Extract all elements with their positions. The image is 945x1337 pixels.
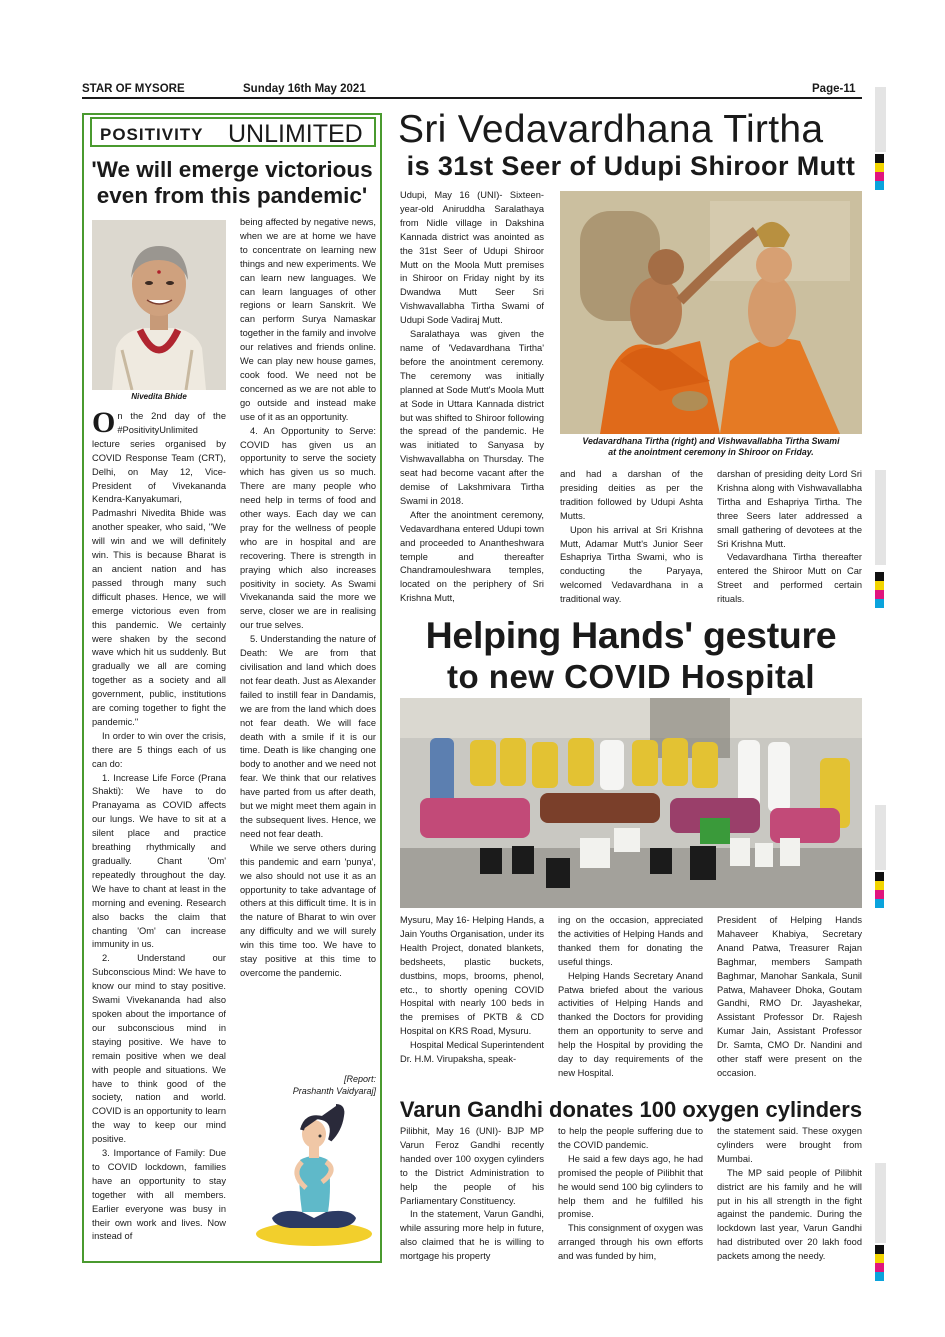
article-paragraph: In order to win over the crisis, there are 5 things each of us can do: xyxy=(92,730,226,769)
vedavardhana-headline-line2: is 31st Seer of Udupi Shiroor Mutt xyxy=(406,151,856,181)
article-paragraph: 4. An Opportunity to Serve: COVID has given us an opportunity to serve the society which has given us so much. There are many people who need help in terms of food and other ways. Each day we can pray for the wellness of people who are in hospital and are recovering. There is strength in praying which also increases positivity in society. As Swami Vivekananda said the more we serve, closer we are in realising our true selves. xyxy=(240,425,376,631)
article-paragraph: 3. Importance of Family: Due to COVID lockdown, families have an opportunity to stay together with all members. Earlier everyone was busy in their own work and lives. Now instead of xyxy=(92,1148,226,1242)
article-paragraph: the statement said. These oxygen cylinders were brought from Mumbai. xyxy=(717,1126,862,1164)
registration-swatch xyxy=(875,172,884,181)
varun-gandhi-column-1 xyxy=(400,1125,544,1270)
registration-swatch xyxy=(875,899,884,908)
article-paragraph: Hospital Medical Superintendent Dr. H.M. Virupaksha, speak- xyxy=(400,1040,544,1065)
positivity-title-bar xyxy=(90,117,376,147)
nivedita-bhide-photo xyxy=(92,220,226,390)
vedavardhana-headline-line1: Sri Vedavardhana Tirtha xyxy=(398,108,824,151)
positivity-column-1 xyxy=(92,410,226,1255)
article-paragraph: Pilibhit, May 16 (UNI)- BJP MP Varun Feroz Gandhi recently handed over 100 oxygen cylinders to the District Administration to help the people of his Parliamentary Constituency. xyxy=(400,1126,544,1206)
issue-date: Sunday 16th May 2021 xyxy=(243,83,366,95)
registration-swatch xyxy=(875,1263,884,1272)
yoga-illustration xyxy=(250,1100,376,1250)
print-registration-bar xyxy=(875,1163,886,1243)
article-paragraph: While we serve others during this pandemic and earn 'punya', we also should not use it as an opportunity to take advantage of others at this difficult time. It is in the nature of Bharat to win over any difficulty and we will surely win this time too. We have to stay positive at this time to overcome the pandemic. xyxy=(240,842,376,978)
vedavardhana-column-1 xyxy=(400,189,544,609)
vedavardhana-column-2 xyxy=(560,468,703,608)
registration-swatch xyxy=(875,581,884,590)
positivity-column-2 xyxy=(240,216,376,1071)
article-paragraph: Udupi, May 16 (UNI)- Sixteen-year-old Aniruddha Saralathaya from Nidle village in Dakshina Kannada district was anointed as the 31st Seer of Udupi Shiroor Mutt on the Moola Mutt premises in Shiroor on Friday night by its Dwandwa Mutt Seer Sri Vishwavallabha Tirtha Swami of Udupi Sode Vadiraj Mutt. xyxy=(400,190,544,326)
registration-swatch xyxy=(875,1272,884,1281)
article-paragraph: Vedavardhana Tirtha thereafter entered the Shiroor Mutt on Car Street and performed certain rituals. xyxy=(717,552,862,605)
registration-swatch xyxy=(875,1254,884,1263)
photo-caption xyxy=(560,436,862,458)
article-paragraph: He said a few days ago, he had promised the people of Pilibhit that he would send 100 big cylinders to help them and he fulfilled his promise. xyxy=(558,1153,703,1220)
unlimited-label: UNLIMITED xyxy=(228,120,363,148)
page-number: Page-11 xyxy=(812,83,856,95)
article-paragraph: ing on the occasion, appreciated the activities of Helping Hands and thanked them for donating the useful things. xyxy=(558,915,703,967)
article-paragraph: In the statement, Varun Gandhi, while assuring more help in future, also claimed that he is willing to mortgage his property xyxy=(400,1209,544,1262)
article-paragraph: n the 2nd day of the #PositivityUnlimited lecture series organised by COVID Response Team (CRT), Delhi, on May 12, Vice-President of Vivekananda Kendra-Kanyakumari, Padmashri Nivedita Bhide was another speaker, who said, "We will win and we will definitely win. This is because Bharat is an ancient nation and has passed through many such difficult phases. Hence, we will emerge victorious even from this pandemic. We certainly were shaken by the second wave which hit us suddenly. But gradually we all are coming together as a society and all government, public, institutions are coming together to fight the pandemic." xyxy=(92,411,226,727)
registration-swatch xyxy=(875,1245,884,1254)
vedavardhana-column-3 xyxy=(717,468,862,608)
article-paragraph: Saralathaya was given the name of 'Vedavardhana Tirtha' before the anointment ceremony. The ceremony was initially planned at Sode Mutt's Moola Mutt at Sode in Uttara Kannada district but was shifted to Shiroor following the spread of the pandemic. He was initiated to Sanyasa by Vishwavallabha on Thursday. The seat had become vacant after the demise of Lakshmivara Tirtha Swami in 2018. xyxy=(400,329,544,506)
article-paragraph: to help the people suffering due to the COVID pandemic. xyxy=(558,1126,703,1150)
registration-swatch xyxy=(875,154,884,163)
registration-swatch xyxy=(875,599,884,608)
registration-swatch xyxy=(875,872,884,881)
report-label: [Report: xyxy=(343,1074,376,1084)
article-paragraph: Helping Hands Secretary Anand Patwa briefed about the various activities of Helping Hands and thanked the Doctors for providing them an opportunity to serve and help the Hospital by providing the day to day requirements of the new Hospital. xyxy=(558,970,703,1078)
article-paragraph: 1. Increase Life Force (Prana Shakti): We have to do Pranayama as COVID affects our lungs. We have to sit at a silent place and practice breathing rhythmically and gradually. Chant 'Om' repeatedly throughout the day. We have to chant at least in the morning and evening. Research also backs the claim that chanting 'Om' can increase immunity in us. xyxy=(92,772,226,950)
report-author: Prashanth Vaidyaraj] xyxy=(292,1086,376,1096)
varun-gandhi-column-3 xyxy=(717,1125,862,1270)
article-paragraph: 2. Understand our Subconscious Mind: We have to know our mind to stay positive. Swami Vivekananda had also spoken about the importance of our subconscious mind in staying positive. We have to remain positive when we deal with people and situations. We have to think good of the society, nation and world. COVID is an opportunity to learn the way to keep our mind positive. xyxy=(92,953,226,1145)
article-paragraph: Mysuru, May 16- Helping Hands, a Jain Youths Organisation, under its Health Project, donated blankets, bedsheets, plastic buckets, dustbins, mops, brooms, phenol, etc., to shortly opening COVID Hospital with nearly 100 beds in the premises of PKTB & CD Hospital on KRS Road, Mysuru. xyxy=(400,915,544,1037)
photo-caption: Nivedita Bhide xyxy=(131,392,187,401)
article-paragraph: President of Helping Hands Mahaveer Khabiya, Secretary Anand Patwa, Treasurer Rajan Baghmar, members Sampath Baghmar, Manohar Sankala, Sunil Patwa, Mahaveer Dhoka, Goutam Gandhi, RMO Dr. Jayashekar, Assistant Professor Dr. Rajesh Kumar Jain, Assistant Professor Dr. Samta, CMO Dr. Nandini and other staff were present on the occasion. xyxy=(717,915,862,1078)
caption-line: at the anointment ceremony in Shiroor on Friday. xyxy=(608,447,814,457)
registration-swatch xyxy=(875,163,884,172)
caption-line: Vedavardhana Tirtha (right) and Vishwavallabha Tirtha Swami xyxy=(582,436,840,446)
article-paragraph: and had a darshan of the presiding deities as per the tradition followed by Udupi Ashta Mutts. xyxy=(560,469,703,521)
varun-gandhi-column-2 xyxy=(558,1125,703,1270)
positivity-label: POSITIVITY xyxy=(100,125,204,144)
newspaper-name: STAR OF MYSORE xyxy=(82,83,185,95)
print-registration-bar xyxy=(875,805,886,870)
article-paragraph: 5. Understanding the nature of Death: We are from that civilisation and land which does not fear death. Just as Alexander failed to instill fear in Dandamis, we are from the land which does not fear death. We will face death with a smile if it is our time. Death is like changing one body to another and we need not fear. We think that our relatives have parted from us after death, but we might meet them again in the subsequent lives. Hence, we need not fear death. xyxy=(240,634,376,839)
article-paragraph: being affected by negative news, when we are at home we have to concentrate on learning new things and new experiments. We can learn new languages. We can learn languages of other regions or learn Sanskrit. We can perform Surya Namaskar together in the family and involve our relatives and friends online. We can play new house games, cook food. We need not be concerned as we are not able to go outside and instead make use of it as an opportunity. xyxy=(240,217,376,422)
registration-swatch xyxy=(875,890,884,899)
print-registration-bar xyxy=(875,87,886,152)
varun-gandhi-headline: Varun Gandhi donates 100 oxygen cylinders xyxy=(399,1097,863,1122)
article-paragraph: After the anointment ceremony, Vedavardhana entered Udupi town and proceeded to Anantheshwara temple and thereafter Chandramouleshwara temples, located on the periphery of Sri Krishna Mutt, xyxy=(400,509,544,604)
drop-cap: O xyxy=(92,410,116,439)
positivity-headline: 'We will emerge victorious even from this pandemic' xyxy=(91,157,373,208)
article-paragraph: darshan of presiding deity Lord Sri Krishna along with Vishwavallabha Tirtha and Eshapriya Tirtha. The three Seers later addressed a small gathering of devotees at the Sri Krishna Mutt. xyxy=(717,469,862,549)
header-rule xyxy=(82,97,862,99)
article-paragraph: This consignment of oxygen was arranged through his own efforts and was funded by him, xyxy=(558,1223,703,1262)
helping-hands-column-2 xyxy=(558,914,703,1086)
registration-swatch xyxy=(875,181,884,190)
helping-hands-group-photo xyxy=(400,698,862,908)
anointment-ceremony-photo xyxy=(560,191,862,434)
helping-hands-column-1 xyxy=(400,914,544,1086)
article-paragraph xyxy=(560,607,703,608)
registration-swatch xyxy=(875,881,884,890)
article-paragraph: Upon his arrival at Sri Krishna Mutt, Adamar Mutt's Junior Seer Eshapriya Tirtha Swami, who is conducting the Paryaya, welcomed Vedavardhana in a traditional way. xyxy=(560,524,703,605)
helping-hands-headline-line2: to new COVID Hospital xyxy=(446,658,816,695)
registration-swatch xyxy=(875,590,884,599)
helping-hands-headline-line1: Helping Hands' gesture xyxy=(425,614,837,656)
helping-hands-column-3 xyxy=(717,914,862,1086)
print-registration-bar xyxy=(875,470,886,565)
registration-swatch xyxy=(875,572,884,581)
report-credit xyxy=(240,1073,376,1097)
article-paragraph: The MP said people of Pilibhit district are his family and he will put in his all strength in the fight against the pandemic. During the lockdown last year, Varun Gandhi had distributed over 20 lakh food packets among the needy. xyxy=(717,1167,862,1262)
